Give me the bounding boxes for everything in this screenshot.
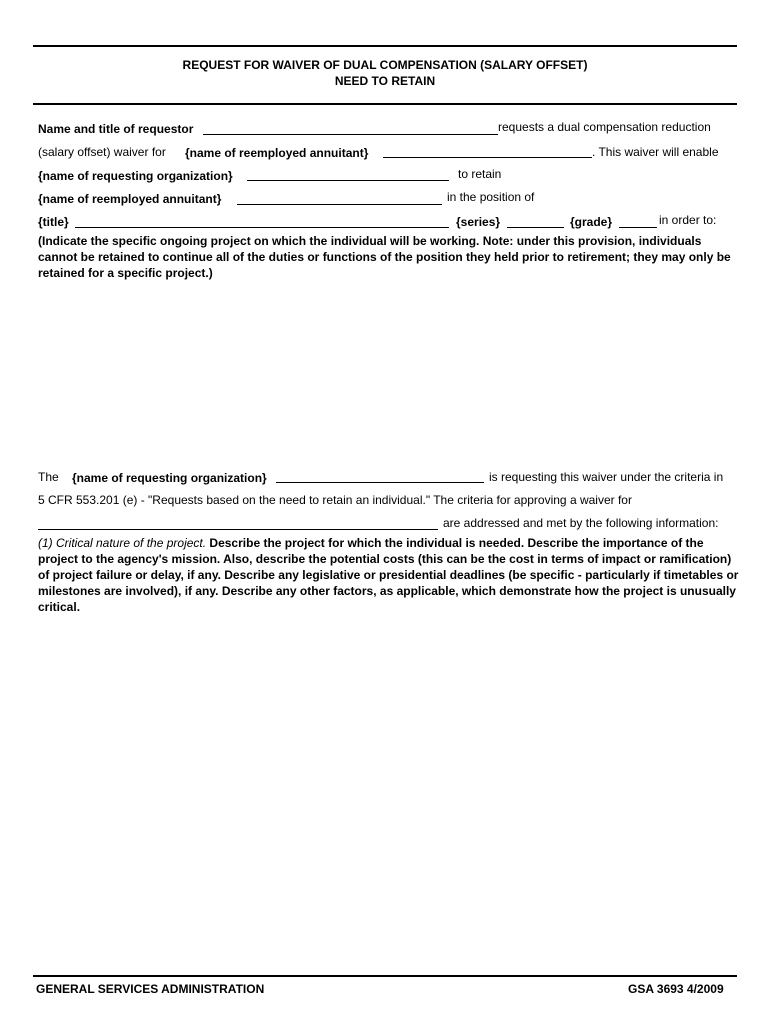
requestor-label: Name and title of requestor [38, 122, 194, 136]
title-bottom-rule [33, 103, 737, 105]
requests-text: requests a dual compensation reduction [498, 120, 711, 134]
salary-offset-text: (salary offset) waiver for [38, 145, 166, 159]
form-title-line1: REQUEST FOR WAIVER OF DUAL COMPENSATION (SALARY OFFSET) [182, 58, 588, 72]
requesting-text: is requesting this waiver under the criteria in [489, 470, 724, 484]
cfr-text: 5 CFR 553.201 (e) - "Requests based on the need to retain an individual." The criteria for approving a waiver for [38, 493, 632, 507]
annuitant-field[interactable] [383, 157, 592, 158]
order-to-text: in order to: [659, 213, 717, 227]
critical-nature-instruction: Describe the project for which the individual is needed. Describe the importance of the project to the agency's mission. Also, describe the potential costs (this can be the cost in terms of impact or ramification) of project failure or delay, if any. Describe any legislative or presidential deadlines (be specific - particularly if timetables or milestones are involved), if any. Describe any other factors, as applicable, which demonstrate how the project is unusually critical. [38, 536, 739, 614]
org-field-2[interactable] [276, 482, 484, 483]
position-text: in the position of [447, 190, 535, 204]
org-field[interactable] [247, 180, 449, 181]
footer-form-number: GSA 3693 4/2009 [628, 982, 724, 996]
critical-nature-paragraph [38, 535, 743, 615]
annuitant-field-2[interactable] [237, 204, 442, 205]
org-placeholder: {name of requesting organization} [38, 169, 233, 183]
footer-agency: GENERAL SERVICES ADMINISTRATION [36, 982, 265, 996]
waiver-enable-text: . This waiver will enable [592, 145, 719, 159]
requestor-field[interactable] [203, 134, 498, 135]
footer-rule [33, 975, 737, 977]
addressed-text: are addressed and met by the following information: [443, 516, 719, 530]
project-description-area[interactable] [38, 285, 738, 460]
annuitant-placeholder: {name of reemployed annuitant} [185, 146, 369, 160]
top-rule [33, 45, 737, 47]
annuitant-placeholder-2: {name of reemployed annuitant} [38, 192, 222, 206]
the-text: The [38, 470, 59, 484]
to-retain-text: to retain [458, 167, 502, 181]
org-placeholder-2: {name of requesting organization} [72, 471, 267, 485]
series-placeholder: {series} [456, 215, 501, 229]
critical-nature-answer-area[interactable] [38, 620, 738, 965]
grade-placeholder: {grade} [570, 215, 613, 229]
critical-nature-label: (1) Critical nature of the project. [38, 536, 207, 550]
waiver-for-field[interactable] [38, 529, 438, 530]
grade-field[interactable] [619, 227, 657, 228]
project-instruction: (Indicate the specific ongoing project on which the individual will be working. Note: under this provision, individuals cannot be retained to continue all of the duties or functions of the position they held prior to retirement; they may only be retained for a specific project.) [38, 234, 731, 280]
title-field[interactable] [75, 227, 449, 228]
title-placeholder: {title} [38, 215, 69, 229]
form-title-line2: NEED TO RETAIN [334, 74, 436, 88]
series-field[interactable] [507, 227, 564, 228]
